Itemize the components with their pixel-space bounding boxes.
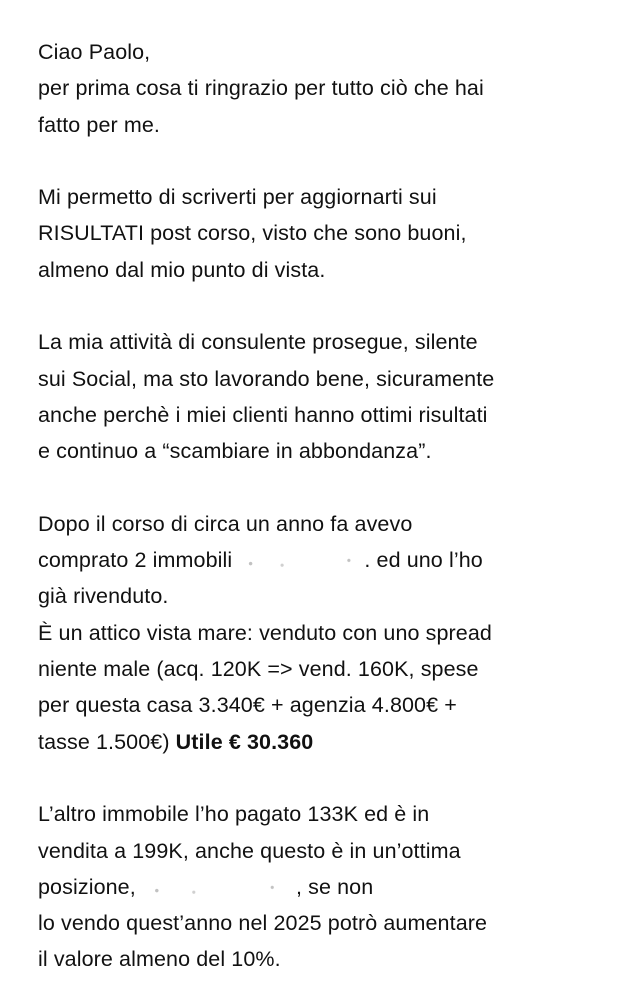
text-line: La mia attività di consulente prosegue, silente [38, 330, 478, 355]
message-body [38, 34, 628, 978]
paragraph-gap [38, 143, 628, 179]
paragraph-gap [38, 470, 628, 506]
text-line: lo vendo quest’anno nel 2025 potrò aumentare [38, 911, 488, 936]
paragraph-gap [38, 760, 628, 796]
text-line: e continuo a “scambiare in abbondanza”. [38, 439, 432, 464]
text-line: per prima cosa ti ringrazio per tutto ciò che hai [38, 76, 484, 101]
text-segment: . ed uno l’ho [364, 548, 483, 573]
redacted-text [238, 550, 364, 570]
greeting-line: Ciao Paolo, [38, 40, 151, 64]
text-segment: comprato 2 immobili [38, 548, 233, 573]
text-segment: tasse 1.500€) [38, 729, 170, 754]
redacted-text [142, 877, 290, 897]
text-line: il valore almeno del 10%. [38, 947, 281, 972]
text-line: vendita a 199K, anche questo è in un’ottima [38, 838, 461, 863]
text-segment: posizione, [38, 874, 136, 899]
text-line: Mi permetto di scriverti per aggiornarti sui [38, 185, 437, 210]
text-line: già rivenduto. [38, 584, 169, 609]
paragraph-gap [38, 288, 628, 324]
text-line: almeno dal mio punto di vista. [38, 257, 326, 282]
text-line: sui Social, ma sto lavorando bene, sicuramente [38, 366, 495, 391]
text-line: per questa casa 3.340€ + agenzia 4.800€ + [38, 693, 457, 718]
text-line: anche perchè i miei clienti hanno ottimi risultati [38, 402, 488, 427]
text-line-with-redaction [38, 869, 628, 905]
text-line: Dopo il corso di circa un anno fa avevo [38, 511, 413, 536]
profit-highlight: Utile € 30.360 [175, 729, 314, 754]
text-line [38, 724, 628, 760]
text-line: fatto per me. [38, 112, 160, 137]
text-line: RISULTATI post corso, visto che sono buoni, [38, 221, 467, 246]
text-line: È un attico vista mare: venduto con uno spread [38, 620, 492, 645]
text-line: niente male (acq. 120K => vend. 160K, spese [38, 657, 479, 682]
text-segment: , se non [295, 874, 374, 899]
text-line: L’altro immobile l’ho pagato 133K ed è in [38, 802, 430, 827]
text-line-with-redaction [38, 542, 628, 578]
